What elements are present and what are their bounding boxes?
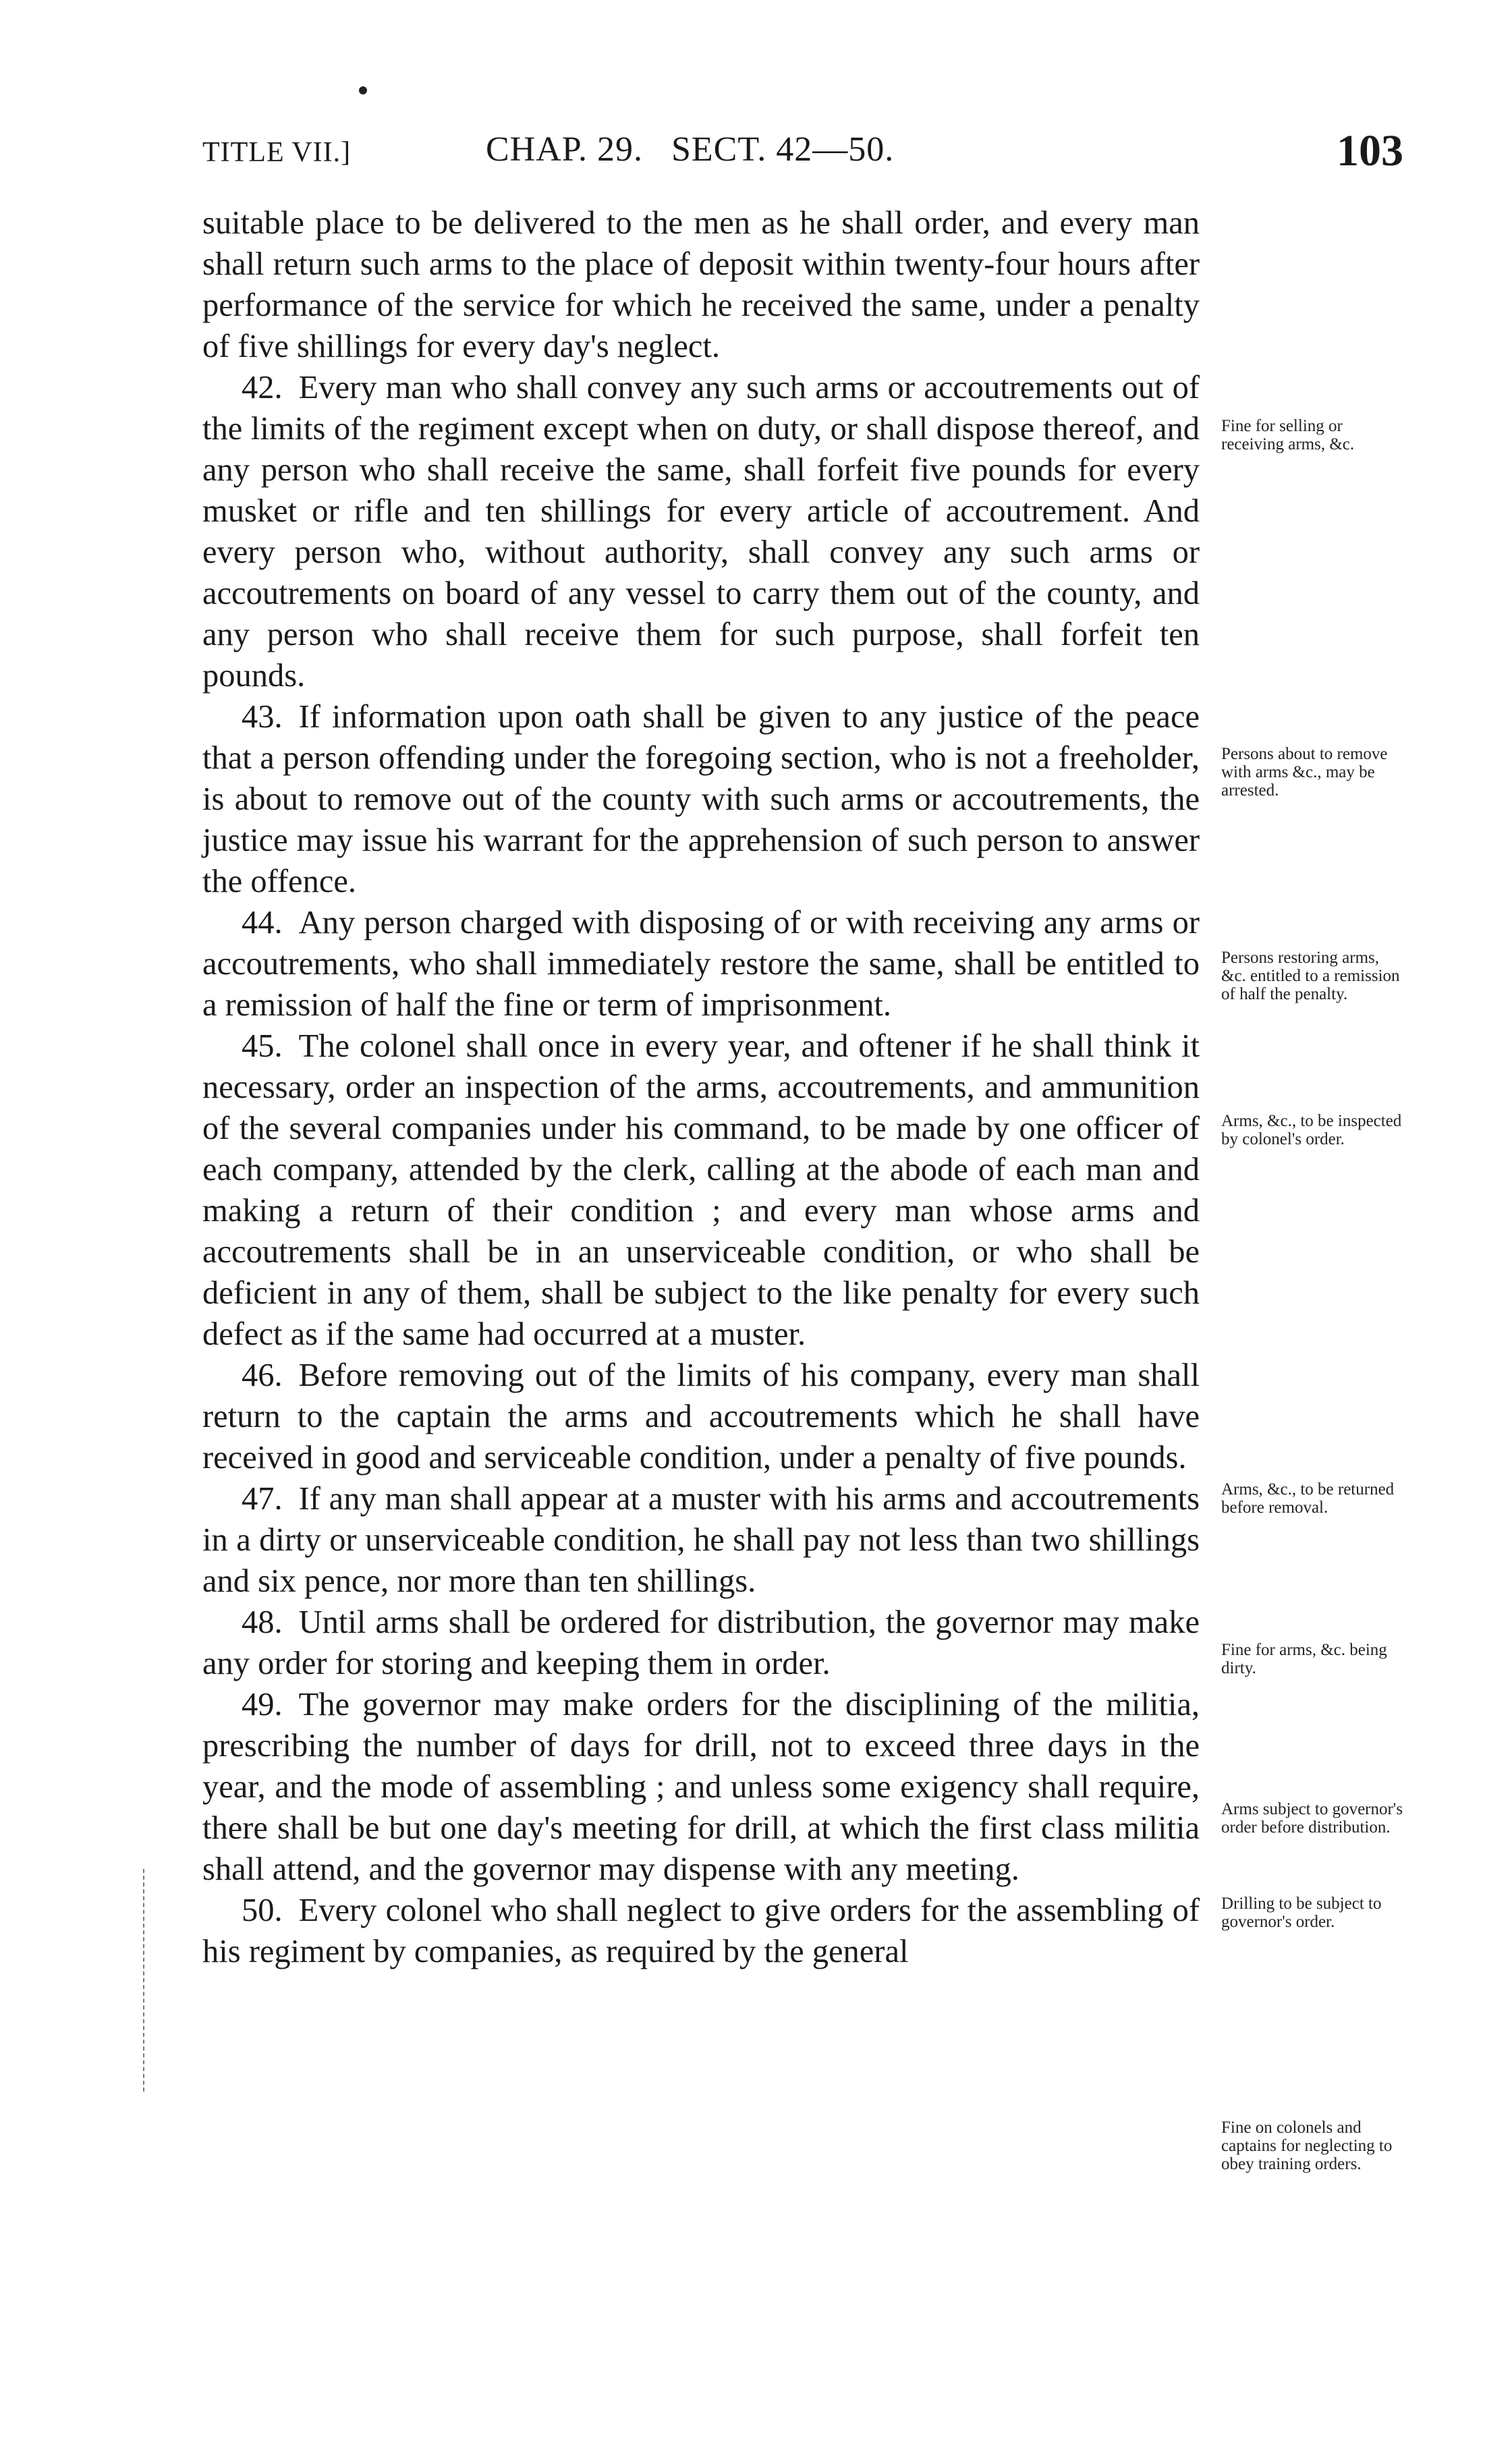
section-number: 49. bbox=[242, 1687, 283, 1722]
side-note-42: Fine for selling or receiving arms, &c. bbox=[1221, 417, 1355, 453]
section-42 bbox=[202, 367, 1200, 696]
section-number: 50. bbox=[242, 1893, 283, 1928]
section-text: Every colonel who shall neglect to give orders for the assembling of his regiment by companies, as required by the general bbox=[202, 1893, 1200, 1969]
section-text: Before removing out of the limits of his company, every man shall return to the captain the arms and accoutrements which he shall have received in good and serviceable condition, under a penalty of five pounds. bbox=[202, 1357, 1200, 1476]
section-47 bbox=[202, 1478, 1200, 1602]
side-note-43: Persons about to remove with arms &c., may be arrested. bbox=[1221, 745, 1388, 800]
section-number: 44. bbox=[242, 905, 283, 941]
main-text-column bbox=[202, 202, 1200, 1972]
section-43 bbox=[202, 696, 1200, 902]
section-text: The governor may make orders for the disciplining of the militia, prescribing the number of days for drill, not to exceed three days in the year, and the mode of assembling ; and unless some exigency shall require, there shall be but one day's meeting for drill, at which the first class militia shall attend, and the governor may dispense with any meeting. bbox=[202, 1687, 1200, 1887]
section-text: Until arms shall be ordered for distribution, the governor may make any order for storing and keeping them in order. bbox=[202, 1604, 1200, 1681]
margin-scan-mark bbox=[143, 1869, 146, 2092]
section-number: 43. bbox=[242, 699, 283, 735]
header-chapter-section: CHAP. 29. SECT. 42—50. bbox=[486, 130, 895, 169]
section-text: The colonel shall once in every year, and oftener if he shall think it necessary, order an inspection of the arms, accoutrements, and ammunition of the several companies under his command, to be made by one officer of each company, attended by the clerk, calling at the abode of each man and making a return of their condition ; and every man whose arms and accoutrements shall be in an unserviceable condition, or who shall be deficient in any of them, shall be subject to the like penalty for every such defect as if the same had occurred at a muster. bbox=[202, 1028, 1200, 1352]
section-number: 42. bbox=[242, 370, 283, 405]
section-text: Every man who shall convey any such arms or accoutrements out of the limits of the regiment except when on duty, or shall dispose thereof, and any person who shall receive the same, shall forfeit five pounds for every musket or rifle and ten shillings for every article of accoutrement. And every person who, without authority, shall convey any such arms or accoutrements on board of any vessel to carry them out of the county, and any person who shall receive them for such purpose, shall forfeit ten pounds. bbox=[202, 370, 1200, 694]
print-mark bbox=[359, 86, 367, 94]
running-header bbox=[202, 128, 1403, 182]
section-text: Any person charged with disposing of or with receiving any arms or accoutrements, who shall immediately restore the same, shall be entitled to a remission of half the fine or term of imprisonment. bbox=[202, 905, 1200, 1023]
section-45 bbox=[202, 1026, 1200, 1355]
side-note-44: Persons restoring arms, &c. entitled to a remission of half the penalty. bbox=[1221, 949, 1400, 1003]
side-note-50: Fine on colonels and captains for neglecting to obey training orders. bbox=[1221, 2119, 1393, 2173]
section-50 bbox=[202, 1890, 1200, 1972]
section-49 bbox=[202, 1684, 1200, 1890]
section-number: 47. bbox=[242, 1481, 283, 1517]
side-note-47: Fine for arms, &c. being dirty. bbox=[1221, 1641, 1387, 1677]
section-text: If information upon oath shall be given to any justice of the peace that a person offending under the foregoing section, who is not a freeholder, is about to remove out of the county with such arms or accoutrements, the justice may issue his warrant for the apprehension of such person to answer the offence. bbox=[202, 699, 1200, 899]
side-note-48: Arms subject to governor's order before distribution. bbox=[1221, 1800, 1403, 1837]
side-note-49: Drilling to be subject to governor's order. bbox=[1221, 1895, 1382, 1931]
header-title: TITLE VII.] bbox=[202, 137, 352, 168]
side-note-45: Arms, &c., to be inspected by colonel's order. bbox=[1221, 1112, 1402, 1148]
page-number: 103 bbox=[1337, 126, 1403, 175]
paragraph-continued bbox=[202, 202, 1200, 367]
section-number: 45. bbox=[242, 1028, 283, 1064]
section-text: If any man shall appear at a muster with his arms and accoutrements in a dirty or unserviceable condition, he shall pay not less than two shillings and six pence, nor more than ten shillings. bbox=[202, 1481, 1200, 1599]
side-note-46: Arms, &c., to be returned before removal. bbox=[1221, 1480, 1395, 1517]
section-46 bbox=[202, 1355, 1200, 1478]
section-number: 48. bbox=[242, 1604, 283, 1640]
section-48 bbox=[202, 1602, 1200, 1684]
paragraph-text: suitable place to be delivered to the men as he shall order, and every man shall return such arms to the place of deposit within twenty-four hours after performance of the service for which he received the same, under a penalty of five shillings for every day's neglect. bbox=[202, 205, 1200, 364]
section-number: 46. bbox=[242, 1357, 283, 1393]
section-44 bbox=[202, 902, 1200, 1026]
